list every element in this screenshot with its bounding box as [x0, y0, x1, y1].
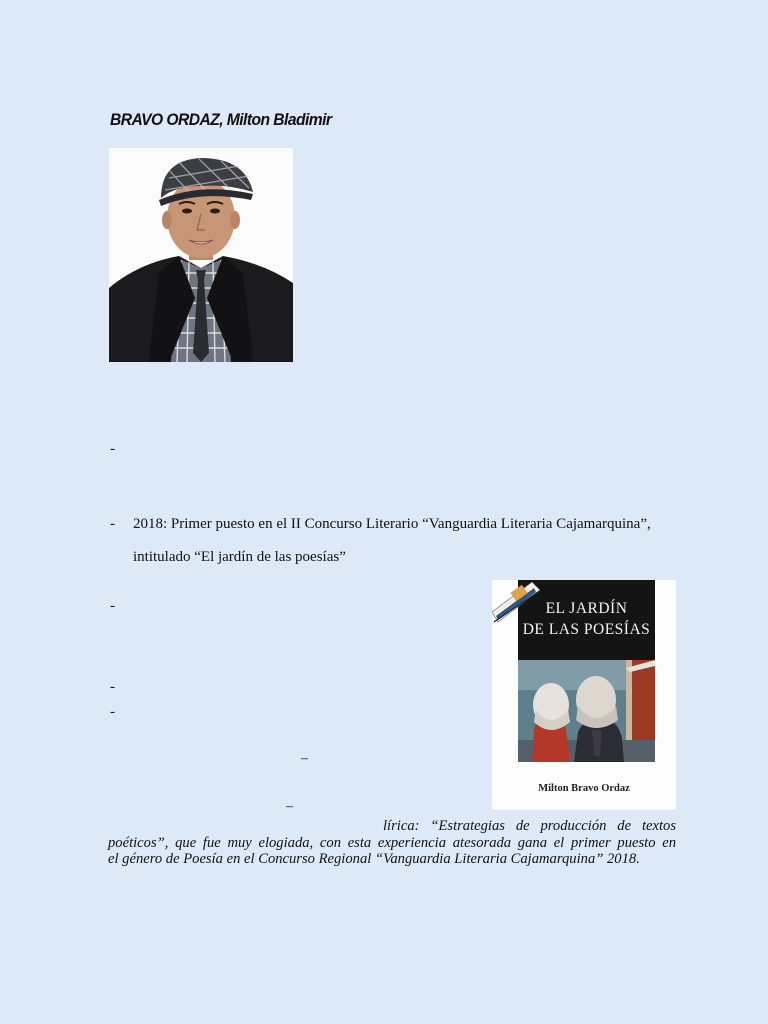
empty-bullet: -: [110, 704, 115, 720]
paragraph-line-2: poéticos”, que fue muy elogiada, con esta experiencia atesorada gana el primer puesto en: [108, 834, 676, 851]
book-author-name: Milton Bravo Ordaz: [538, 783, 630, 794]
award-bullet: -: [110, 516, 115, 532]
award-text-line-1: 2018: Primer puesto en el II Concurso Literario “Vanguardia Literaria Cajamarquina”,: [133, 516, 651, 532]
book-title-line-2: DE LAS POESÍAS: [522, 621, 651, 638]
painting-lovers-icon: [518, 660, 655, 762]
book-title-line-1: EL JARDÍN: [545, 600, 628, 617]
author-photo: [109, 148, 293, 362]
empty-bullet: -: [110, 441, 115, 457]
paragraph-line-1: lírica: “Estrategias de producción de textos: [383, 818, 676, 834]
author-name-heading: BRAVO ORDAZ, Milton Bladimir: [110, 110, 332, 129]
book-cover-image: [492, 580, 676, 810]
portrait-photo-icon: [109, 148, 293, 362]
lyric-paragraph: [108, 818, 676, 868]
en-dash-mark: –: [301, 751, 308, 766]
paragraph-line-3: el género de Poesía en el Concurso Regional “Vanguardia Literaria Cajamarquina” 2018.: [108, 851, 640, 867]
award-text-line-2: intitulado “El jardín de las poesías”: [133, 549, 346, 565]
empty-bullet: -: [110, 679, 115, 695]
empty-bullet: -: [110, 598, 115, 614]
en-dash-mark: –: [286, 799, 293, 814]
publisher-badge-icon: [492, 582, 540, 628]
